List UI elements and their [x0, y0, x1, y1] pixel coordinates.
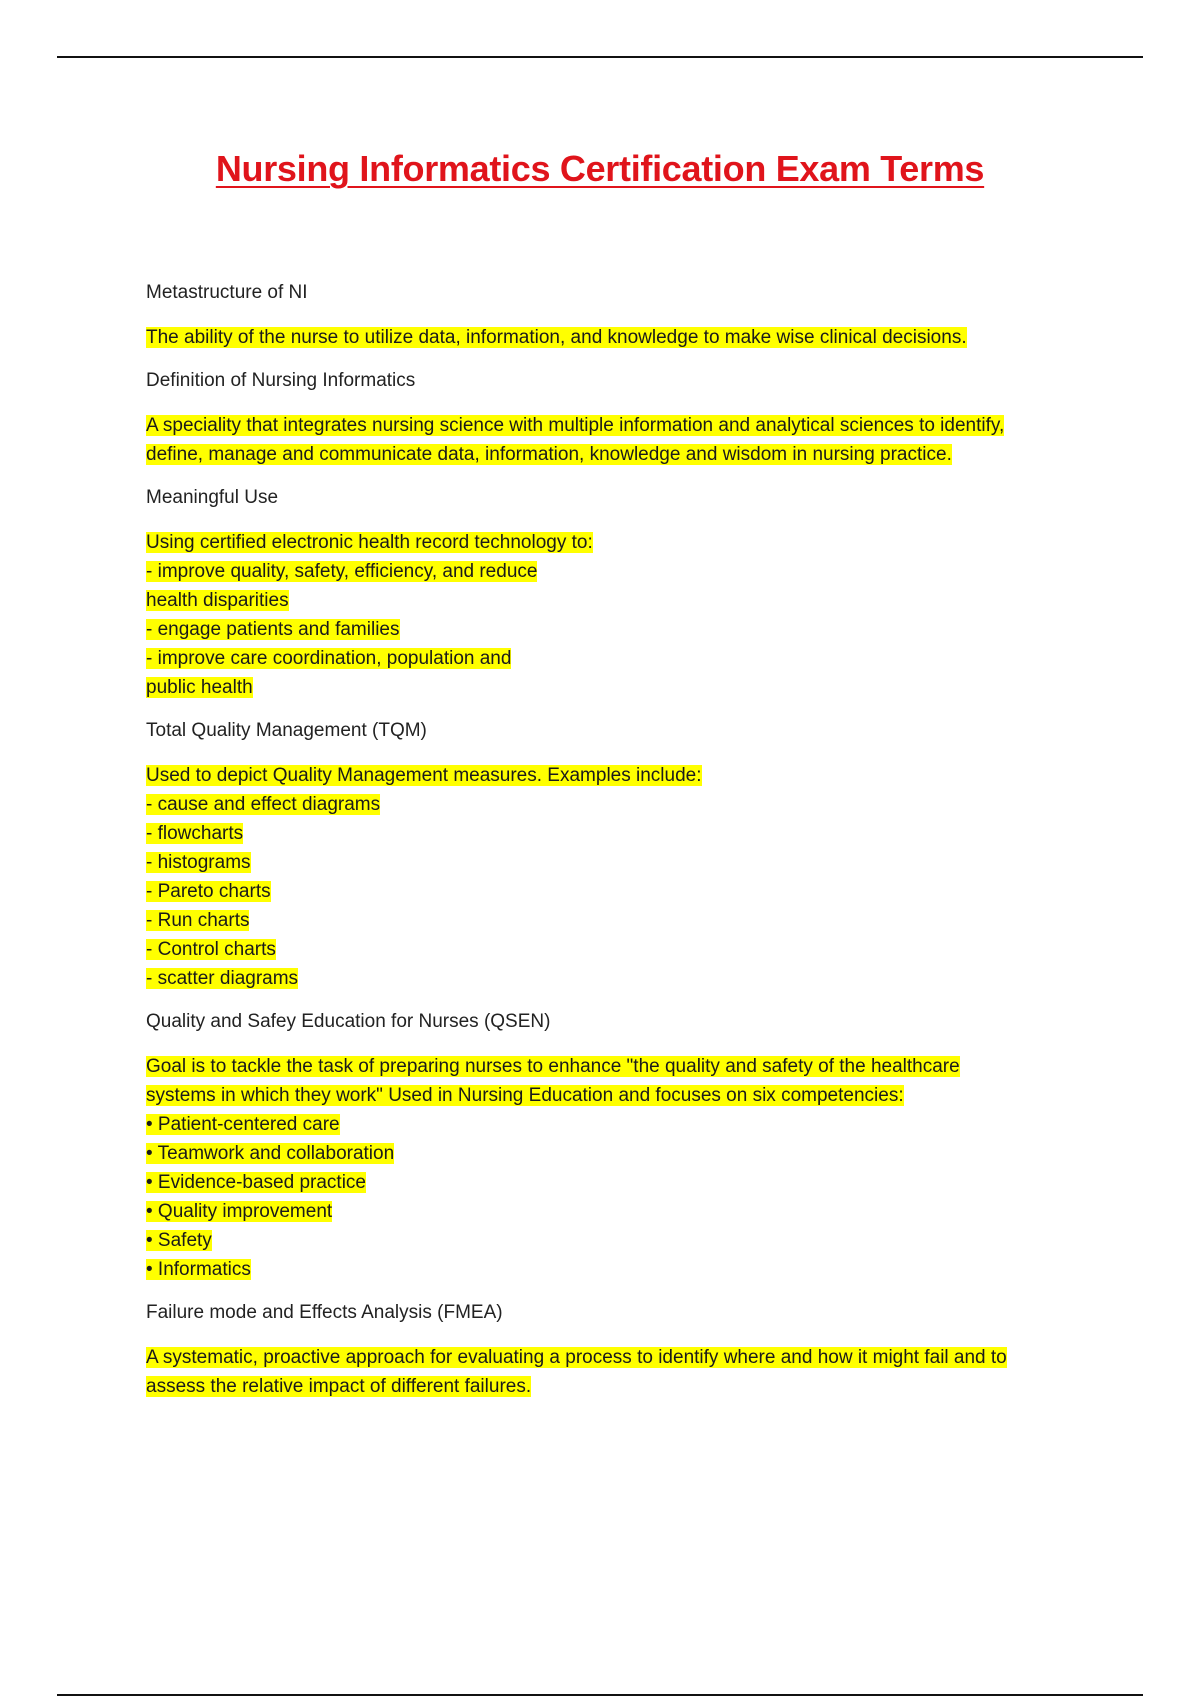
definition-line — [146, 440, 1086, 469]
term-definition — [146, 528, 1086, 702]
definition-line — [146, 1255, 1086, 1284]
definition-line — [146, 411, 1086, 440]
highlighted-text: systems in which they work" Used in Nursing Education and focuses on six competencies: — [146, 1085, 904, 1106]
document-title: Nursing Informatics Certification Exam Terms — [215, 148, 985, 189]
highlighted-text: Using certified electronic health record technology to: — [146, 532, 593, 553]
definition-line — [146, 1052, 1086, 1081]
definition-line — [146, 964, 1086, 993]
highlighted-text: - improve care coordination, population and — [146, 648, 512, 669]
definition-line — [146, 1226, 1086, 1255]
highlighted-text: - scatter diagrams — [146, 968, 299, 989]
highlighted-text: - Control charts — [146, 939, 276, 960]
highlighted-text: - Run charts — [146, 910, 250, 931]
term-definition — [146, 323, 1086, 352]
term-definition — [146, 411, 1086, 469]
footer-rule — [57, 1694, 1143, 1696]
highlighted-text: - improve quality, safety, efficiency, and reduce — [146, 561, 538, 582]
highlighted-text: public health — [146, 677, 253, 698]
highlighted-text: • Quality improvement — [146, 1201, 333, 1222]
highlighted-text: - histograms — [146, 852, 251, 873]
term-heading: Failure mode and Effects Analysis (FMEA) — [146, 1302, 503, 1323]
highlighted-text: Goal is to tackle the task of preparing nurses to enhance "the quality and safety of the healthcare — [146, 1056, 960, 1077]
term-definition — [146, 761, 1086, 993]
term-heading: Quality and Safey Education for Nurses (QSEN) — [146, 1011, 551, 1032]
terms-list — [146, 278, 1086, 1415]
highlighted-text: assess the relative impact of different failures. — [146, 1376, 532, 1397]
highlighted-text: define, manage and communicate data, information, knowledge and wisdom in nursing practice. — [146, 444, 952, 465]
definition-line — [146, 644, 1086, 673]
highlighted-text: • Informatics — [146, 1259, 251, 1280]
definition-line — [146, 790, 1086, 819]
definition-line — [146, 935, 1086, 964]
definition-line — [146, 906, 1086, 935]
highlighted-text: A speciality that integrates nursing science with multiple information and analytical sciences to identify, — [146, 415, 1005, 436]
definition-line — [146, 1197, 1086, 1226]
definition-line — [146, 1139, 1086, 1168]
highlighted-text: • Safety — [146, 1230, 212, 1251]
definition-line — [146, 557, 1086, 586]
term-heading: Metastructure of NI — [146, 282, 308, 303]
definition-line — [146, 848, 1086, 877]
term-heading: Meaningful Use — [146, 487, 279, 508]
term-heading: Total Quality Management (TQM) — [146, 720, 427, 741]
definition-line — [146, 586, 1086, 615]
highlighted-text: • Teamwork and collaboration — [146, 1143, 395, 1164]
definition-line — [146, 615, 1086, 644]
definition-line — [146, 819, 1086, 848]
highlighted-text: Used to depict Quality Management measures. Examples include: — [146, 765, 702, 786]
definition-line — [146, 528, 1086, 557]
highlighted-text: health disparities — [146, 590, 289, 611]
definition-line — [146, 877, 1086, 906]
highlighted-text: • Patient-centered care — [146, 1114, 340, 1135]
definition-line — [146, 1343, 1086, 1372]
definition-line — [146, 761, 1086, 790]
definition-line — [146, 673, 1086, 702]
highlighted-text: - cause and effect diagrams — [146, 794, 381, 815]
highlighted-text: - engage patients and families — [146, 619, 400, 640]
definition-line — [146, 1372, 1086, 1401]
term-heading: Definition of Nursing Informatics — [146, 370, 416, 391]
highlighted-text: - flowcharts — [146, 823, 244, 844]
definition-line — [146, 1110, 1086, 1139]
term-definition — [146, 1052, 1086, 1284]
highlighted-text: A systematic, proactive approach for evaluating a process to identify where and how it might fail and to — [146, 1347, 1007, 1368]
highlighted-text: - Pareto charts — [146, 881, 271, 902]
definition-line — [146, 1168, 1086, 1197]
term-definition — [146, 1343, 1086, 1401]
highlighted-text: The ability of the nurse to utilize data, information, and knowledge to make wise clinical decisions. — [146, 327, 967, 348]
definition-line — [146, 323, 1086, 352]
highlighted-text: • Evidence-based practice — [146, 1172, 366, 1193]
header-rule — [57, 56, 1143, 58]
definition-line — [146, 1081, 1086, 1110]
